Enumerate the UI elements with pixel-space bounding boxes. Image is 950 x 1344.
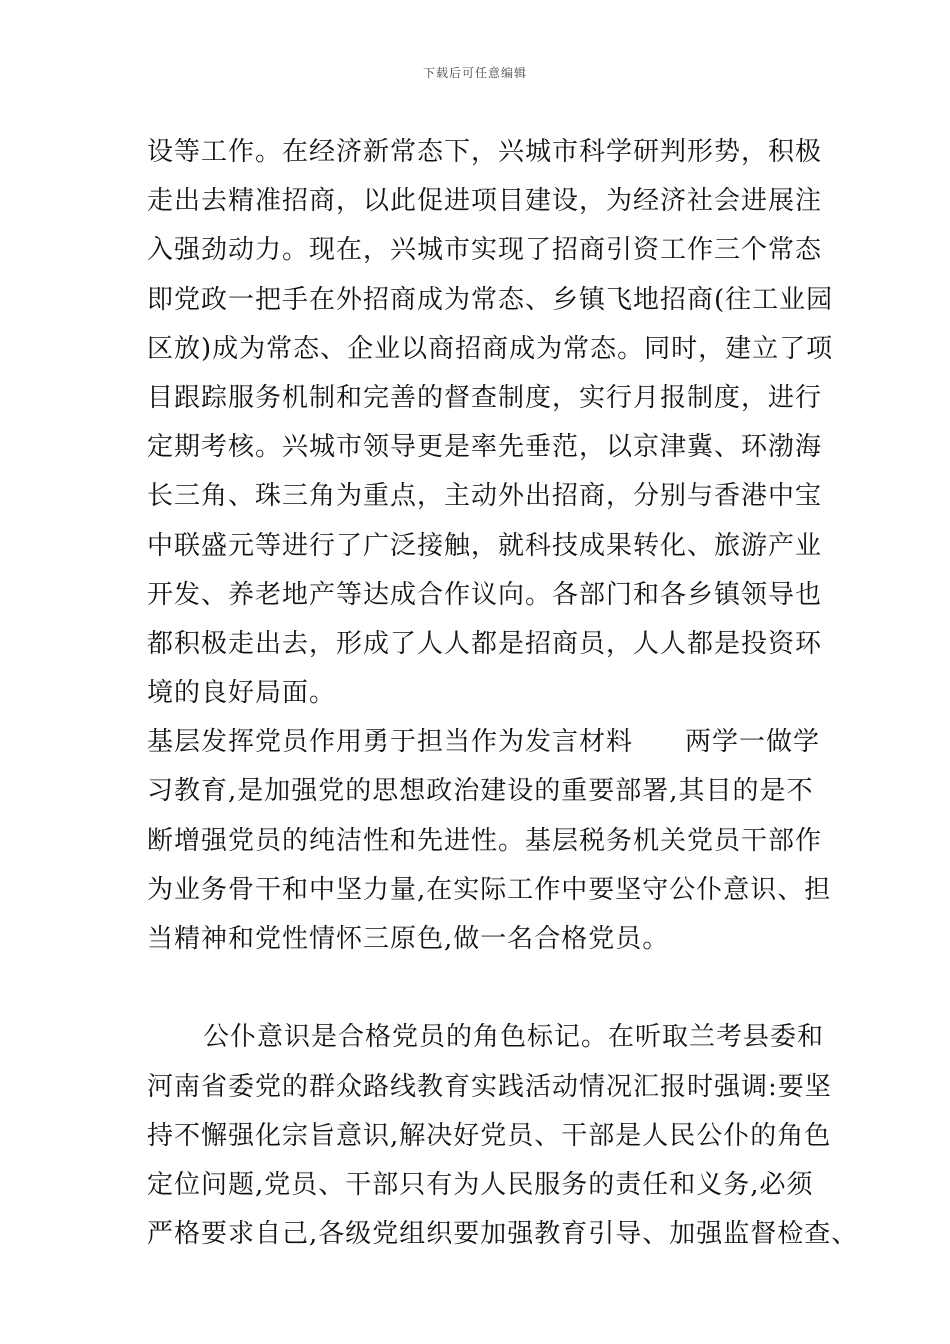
- text-line: 目跟踪服务机制和完善的督查制度，实行月报制度，进行: [147, 382, 823, 413]
- paragraph-spacer: [147, 964, 827, 1013]
- text-line: 区放)成为常态、企业以商招商成为常态。同时，建立了项: [147, 333, 834, 364]
- text-line: 习教育,是加强党的思想政治建设的重要部署,其目的是不: [147, 776, 814, 807]
- page-header: 下载后可任意编辑: [422, 66, 527, 80]
- text-line: 当精神和党性情怀三原色,做一名合格党员。: [147, 924, 670, 954]
- text-line: 长三角、珠三角为重点，主动外出招商，分别与香港中宝: [147, 481, 823, 512]
- text-line: 设等工作。在经济新常态下，兴城市科学研判形势，积极: [147, 137, 823, 167]
- text-line: 中联盛元等进行了广泛接触，就科技成果转化、旅游产业: [147, 530, 823, 561]
- text-line: 开发、养老地产等达成合作议向。各部门和各乡镇领导也: [147, 579, 823, 610]
- title-continuation: 两学一做学: [685, 727, 821, 758]
- section-title-line: [147, 718, 827, 767]
- section-title: 基层发挥党员作用勇于担当作为发言材料: [147, 727, 634, 758]
- text-line: 定期考核。兴城市领导更是率先垂范，以京津冀、环渤海: [147, 432, 823, 463]
- text-line: 定位问题,党员、干部只有为人民服务的责任和义务,必须: [147, 1169, 814, 1200]
- document-body: [147, 128, 859, 1259]
- text-line: 严格要求自己,各级党组织要加强教育引导、加强监督检查、: [147, 1219, 859, 1250]
- text-line: 持不懈强化宗旨意识,解决好党员、干部是人民公仆的角色: [147, 1120, 832, 1151]
- text-line: 公仆意识是合格党员的角色标记。在听取兰考县委和: [203, 1022, 825, 1053]
- text-line: 断增强党员的纯洁性和先进性。基层税务机关党员干部作: [147, 825, 823, 856]
- text-line: 为业务骨干和中坚力量,在实际工作中要坚守公仆意识、担: [147, 874, 832, 905]
- text-line: 境的良好局面。: [147, 678, 337, 709]
- text-line: 走出去精准招商，以此促进项目建设，为经济社会进展注: [147, 186, 823, 217]
- text-line: 即党政一把手在外招商成为常态、乡镇飞地招商(往工业园: [147, 284, 834, 315]
- text-line: 都积极走出去，形成了人人都是招商员，人人都是投资环: [147, 628, 823, 659]
- text-line: 河南省委党的群众路线教育实践活动情况汇报时强调:要坚: [147, 1071, 832, 1102]
- text-line: 入强劲动力。现在，兴城市实现了招商引资工作三个常态: [147, 235, 823, 266]
